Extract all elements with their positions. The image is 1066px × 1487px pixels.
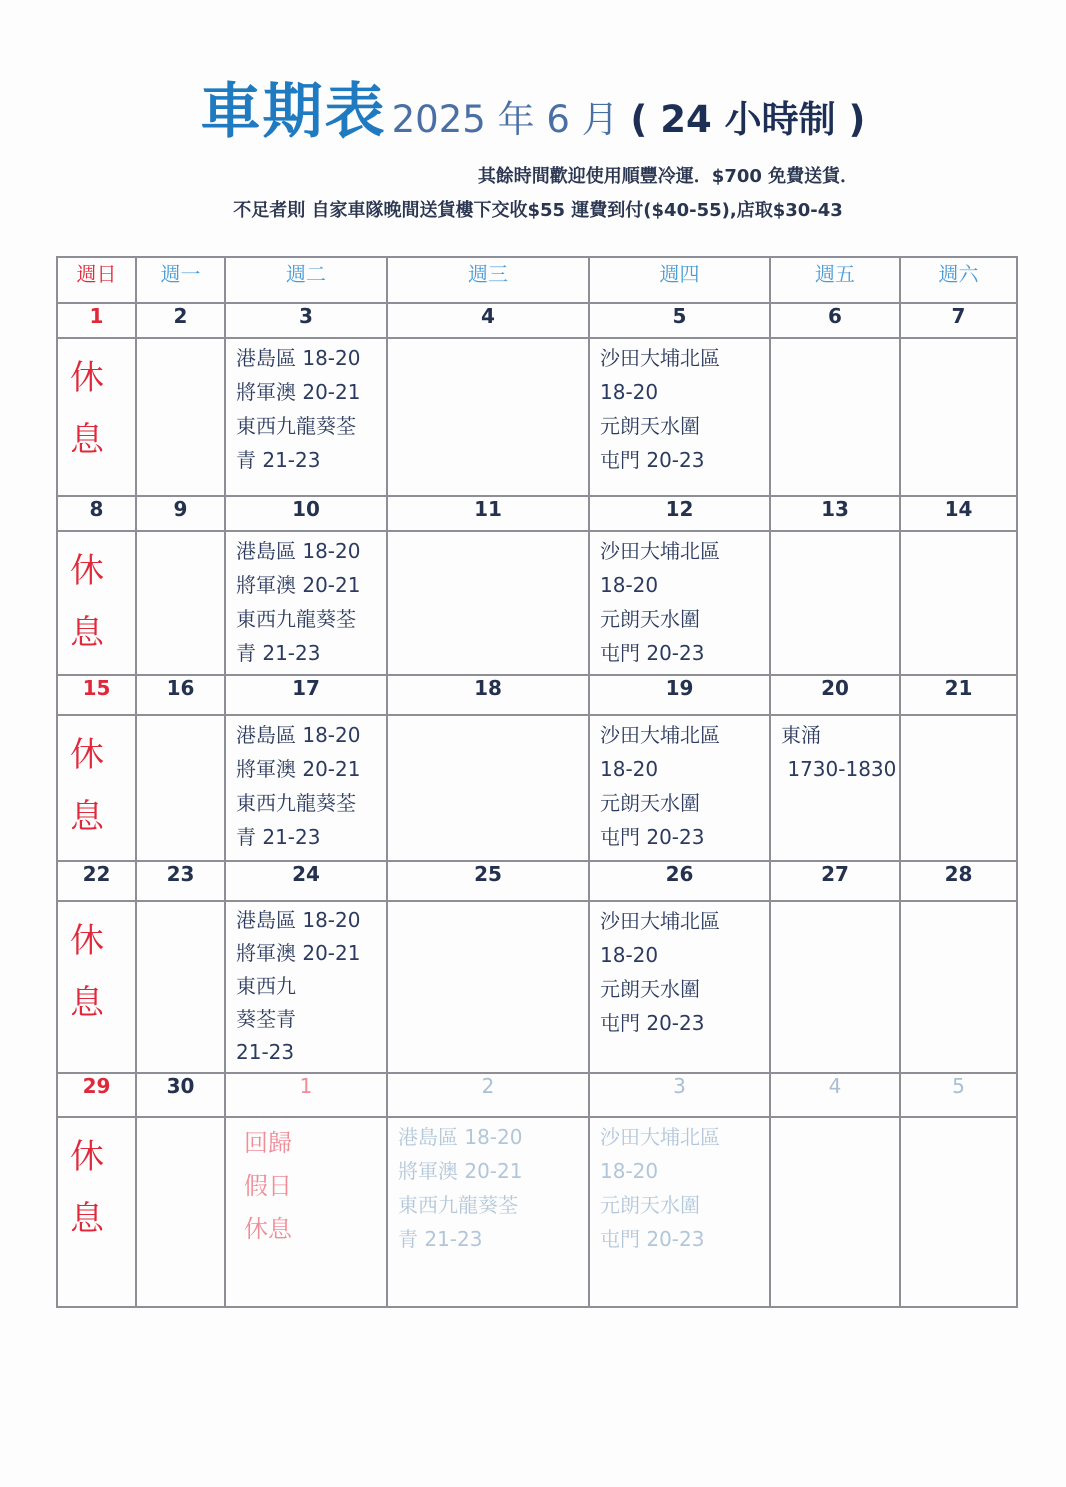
date-cell: 2 [136,303,225,338]
empty-cell [770,1117,900,1307]
schedule-row [57,531,1017,675]
schedule-row [57,338,1017,496]
weekday-thu: 週四 [589,257,770,303]
empty-cell [387,338,589,496]
date-row [57,496,1017,531]
thu-schedule: 沙田大埔北區 18-20 元朗天水圍 屯門 20-23 [589,901,770,1073]
date-cell: 21 [900,675,1017,715]
date-cell: 19 [589,675,770,715]
empty-cell [136,531,225,675]
date-cell: 17 [225,675,387,715]
schedule-row [57,715,1017,861]
date-cell: 11 [387,496,589,531]
empty-cell [136,901,225,1073]
date-cell: 10 [225,496,387,531]
date-cell: 22 [57,861,136,901]
fri-schedule: 東涌 1730-1830 [770,715,900,861]
date-cell: 2 [387,1073,589,1117]
date-cell: 30 [136,1073,225,1117]
page-title [0,64,1066,150]
weekday-fri: 週五 [770,257,900,303]
title-date: 2025 年 6 月 ( 24 小時制 ) [391,98,866,141]
thu-schedule: 沙田大埔北區 18-20 元朗天水圍 屯門 20-23 [589,715,770,861]
date-cell: 1 [225,1073,387,1117]
date-cell: 8 [57,496,136,531]
date-cell: 5 [589,303,770,338]
date-cell: 24 [225,861,387,901]
date-cell: 12 [589,496,770,531]
thu-schedule-next: 沙田大埔北區 18-20 元朗天水圍 屯門 20-23 [589,1117,770,1307]
weekday-sat: 週六 [900,257,1017,303]
date-cell: 25 [387,861,589,901]
date-cell: 3 [225,303,387,338]
date-row [57,303,1017,338]
schedule-row [57,1117,1017,1307]
empty-cell [387,531,589,675]
wed-schedule-next: 港島區 18-20 將軍澳 20-21 東西九龍葵荃 青 21-23 [387,1117,589,1307]
date-cell: 13 [770,496,900,531]
holiday-cell: 回歸 假日 休息 [225,1117,387,1307]
date-cell: 5 [900,1073,1017,1117]
thu-schedule: 沙田大埔北區 18-20 元朗天水圍 屯門 20-23 [589,338,770,496]
date-cell: 18 [387,675,589,715]
tue-schedule: 港島區 18-20 將軍澳 20-21 東西九龍葵荃 青 21-23 [225,338,387,496]
date-cell: 6 [770,303,900,338]
note-line-2: 不足者則 自家車隊晚間送貨樓下交收$55 運費到付($40-55),店取$30-43 [233,200,843,221]
tue-schedule: 港島區 18-20 將軍澳 20-21 東西九龍葵荃 青 21-23 [225,531,387,675]
date-cell: 1 [57,303,136,338]
date-cell: 15 [57,675,136,715]
weekday-wed: 週三 [387,257,589,303]
empty-cell [900,901,1017,1073]
date-cell: 3 [589,1073,770,1117]
date-cell: 29 [57,1073,136,1117]
date-row [57,675,1017,715]
calendar-table [56,256,1018,1308]
date-cell: 4 [770,1073,900,1117]
empty-cell [136,715,225,861]
tue-schedule: 港島區 18-20 將軍澳 20-21 東西九 葵荃青 21-23 [225,901,387,1073]
date-cell: 14 [900,496,1017,531]
rest-cell: 休 息 [57,715,136,861]
empty-cell [770,531,900,675]
date-cell: 20 [770,675,900,715]
date-cell: 28 [900,861,1017,901]
date-row [57,861,1017,901]
empty-cell [900,338,1017,496]
rest-cell: 休 息 [57,1117,136,1307]
date-cell: 4 [387,303,589,338]
date-cell: 27 [770,861,900,901]
empty-cell [770,338,900,496]
tue-schedule: 港島區 18-20 將軍澳 20-21 東西九龍葵荃 青 21-23 [225,715,387,861]
date-cell: 16 [136,675,225,715]
empty-cell [900,1117,1017,1307]
schedule-row [57,901,1017,1073]
rest-cell: 休 息 [57,901,136,1073]
weekday-sun: 週日 [57,257,136,303]
empty-cell [387,901,589,1073]
weekday-header [57,257,1017,303]
delivery-notes [0,160,1066,228]
empty-cell [387,715,589,861]
empty-cell [770,901,900,1073]
title-main: 車期表 [200,77,387,147]
empty-cell [900,715,1017,861]
rest-cell: 休 息 [57,338,136,496]
thu-schedule: 沙田大埔北區 18-20 元朗天水圍 屯門 20-23 [589,531,770,675]
date-cell: 23 [136,861,225,901]
empty-cell [136,1117,225,1307]
date-cell: 26 [589,861,770,901]
weekday-tue: 週二 [225,257,387,303]
note-line-1: 其餘時間歡迎使用順豐冷運．$700 免費送貨． [477,166,859,187]
empty-cell [136,338,225,496]
empty-cell [900,531,1017,675]
date-row [57,1073,1017,1117]
date-cell: 7 [900,303,1017,338]
date-cell: 9 [136,496,225,531]
rest-cell: 休 息 [57,531,136,675]
weekday-mon: 週一 [136,257,225,303]
